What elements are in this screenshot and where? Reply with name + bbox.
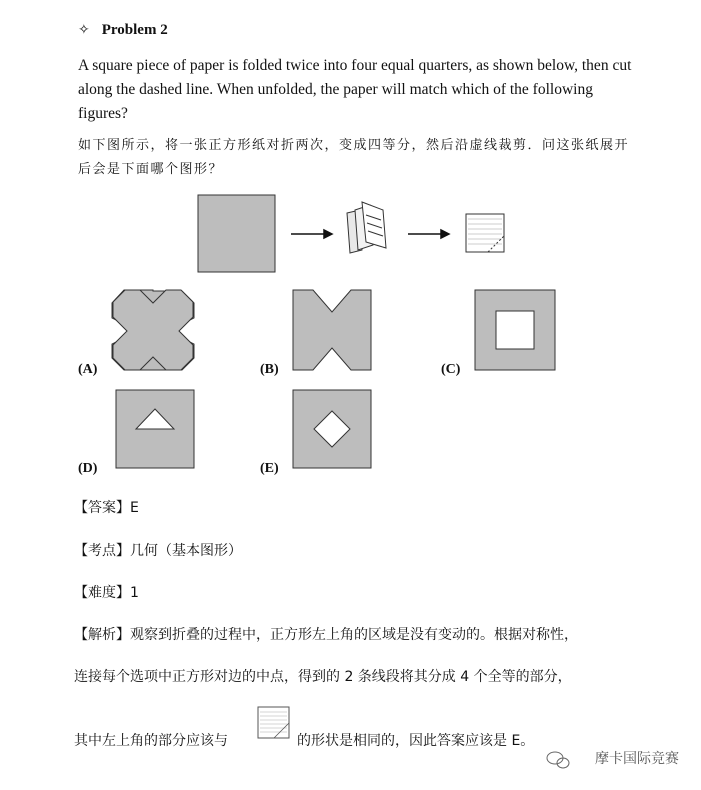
quarter-paper-with-cut-line xyxy=(466,214,504,252)
arrow-2 xyxy=(408,230,449,238)
arrow-1 xyxy=(291,230,332,238)
wechat-icon xyxy=(547,752,569,768)
folded-paper-icon xyxy=(347,202,386,253)
topic-line xyxy=(74,540,242,560)
option-c-figure xyxy=(475,290,555,370)
analysis-key: 【解析】 xyxy=(74,627,130,643)
difficulty-value: 1 xyxy=(130,585,139,601)
answer-value: E xyxy=(130,500,139,516)
watermark: 摩卡国际竞赛 xyxy=(595,751,679,767)
problem-title: ✧ Problem 2 xyxy=(78,22,168,38)
answer-key: 【答案】 xyxy=(74,500,130,516)
difficulty-key: 【难度】 xyxy=(74,585,130,601)
analysis-line-1 xyxy=(74,624,578,644)
option-c-label: (C) xyxy=(441,362,461,377)
option-e-label: (E) xyxy=(260,461,279,476)
difficulty-line xyxy=(74,582,139,602)
problem-text-english: A square piece of paper is folded twice into four equal quarters, as shown below, then cut along the dashed line. When unfolded, the paper will match which of the following figures? xyxy=(78,57,632,122)
lined-square-inline-icon xyxy=(258,707,289,738)
answer-line xyxy=(74,497,139,517)
analysis-line-2: 连接每个选项中正方形对边的中点，得到的 2 条线段将其分成 4 个全等的部分， xyxy=(74,669,572,685)
option-a-label: (A) xyxy=(78,362,98,377)
option-b-figure xyxy=(293,290,371,370)
square-paper xyxy=(198,195,275,272)
problem-text-chinese: 如下图所示，将一张正方形纸对折两次，变成四等分，然后沿虚线裁剪．问这张纸展开后会是下面哪个图形？ xyxy=(78,138,630,177)
analysis-line-3-post: 的形状是相同的，因此答案应该是 E。 xyxy=(297,733,535,749)
option-d-label: (D) xyxy=(78,461,98,476)
option-b-label: (B) xyxy=(260,362,279,377)
diamond-bullet-icon: ✧ xyxy=(78,23,90,38)
analysis-line-3-pre: 其中左上角的部分应该与 xyxy=(74,733,228,749)
topic-value: 几何（基本图形） xyxy=(130,543,242,559)
topic-key: 【考点】 xyxy=(74,543,130,559)
analysis-text-1: 观察到折叠的过程中，正方形左上角的区域是没有变动的。根据对称性， xyxy=(130,627,578,643)
